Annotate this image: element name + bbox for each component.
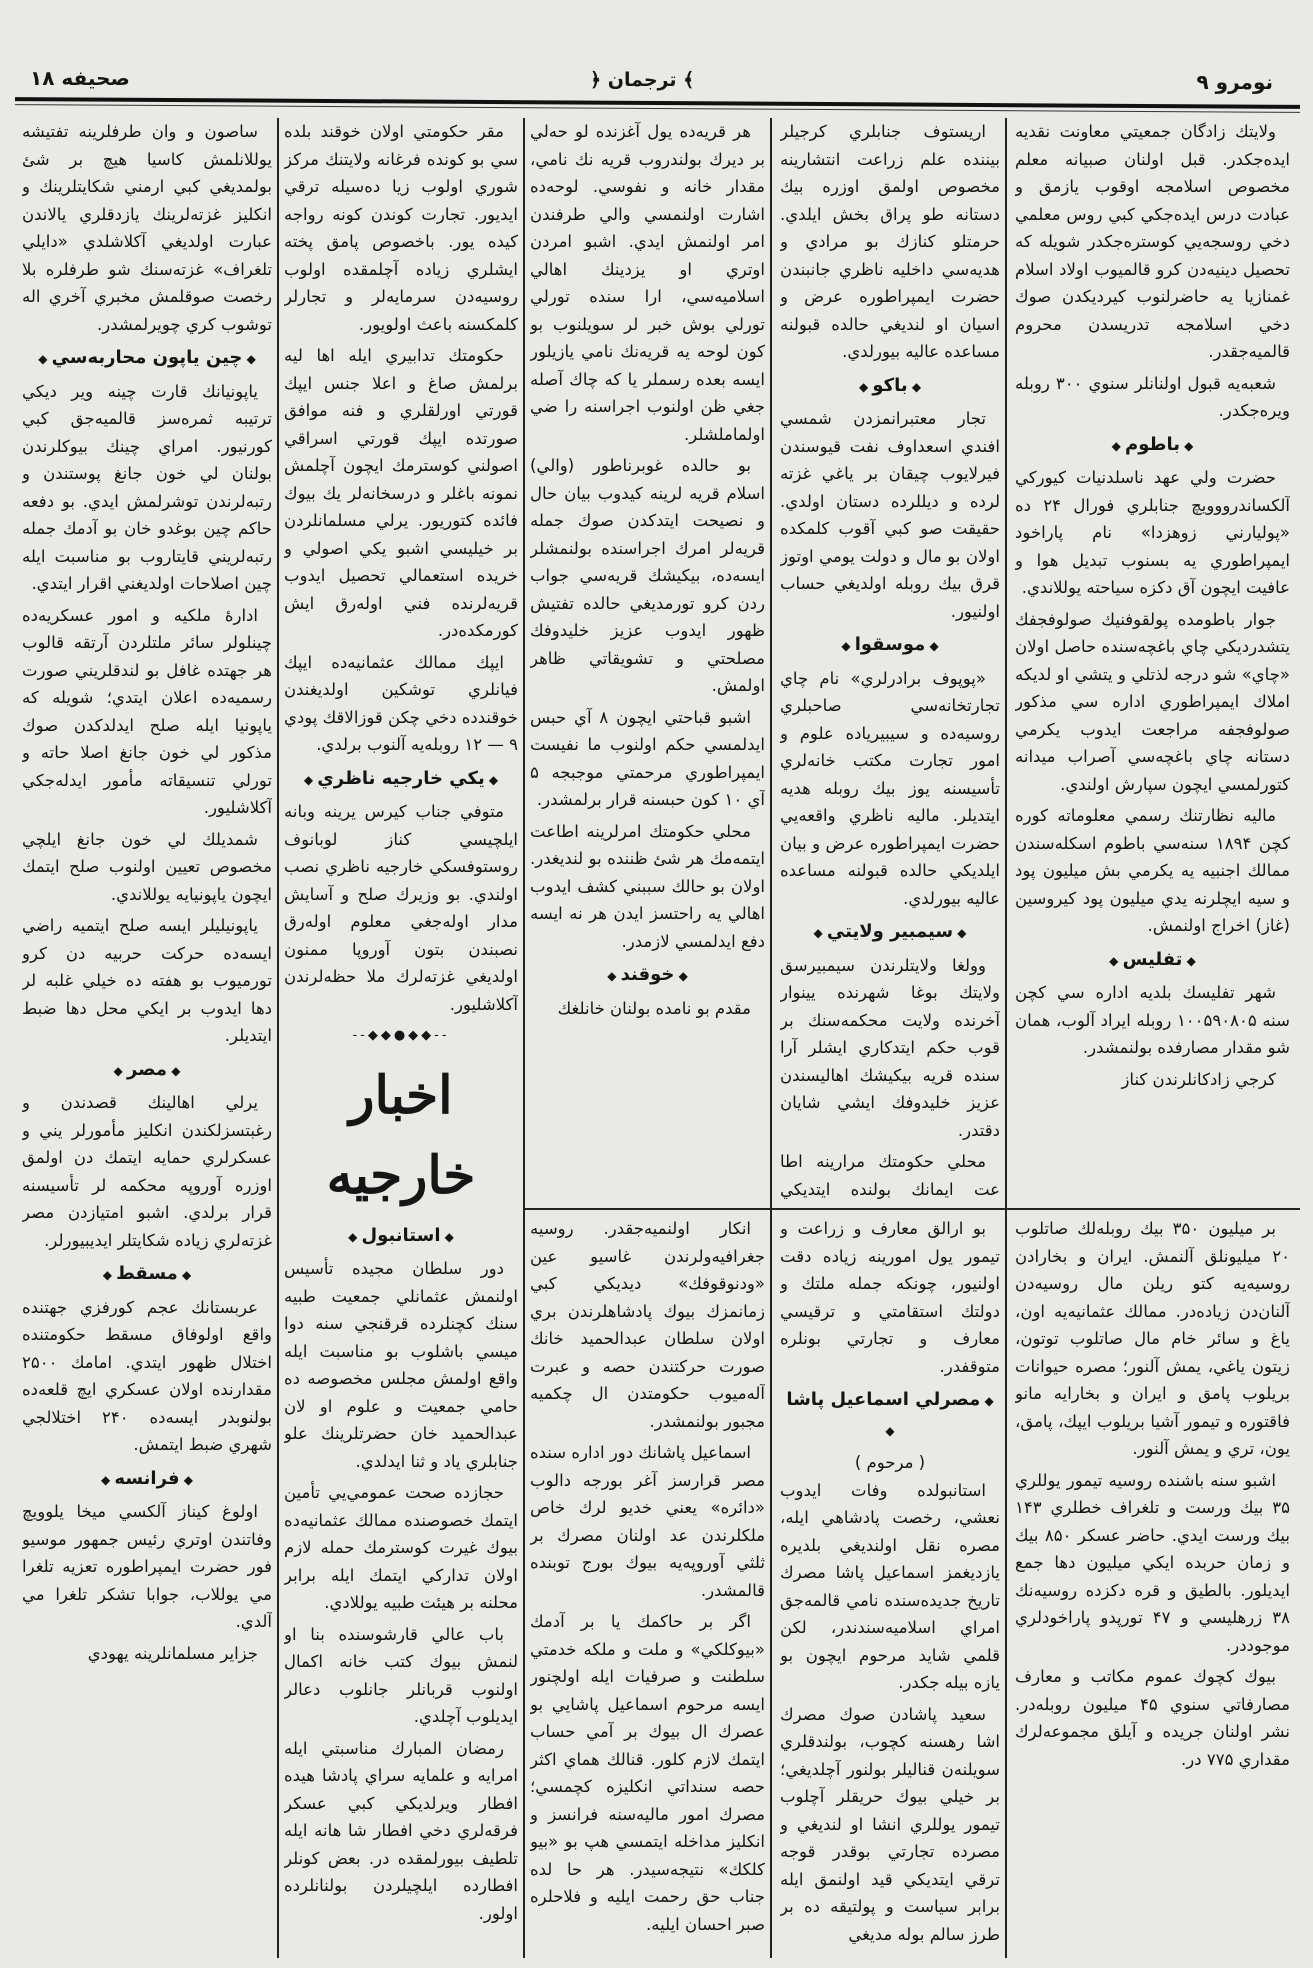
paragraph: حكومتك تدابيري ايله اها ليه برلمش صاغ و اعلا جنس ايپك قورتي اورلقلري و فنه موافق صورتده ايپك قورتي اسراقي اصولني كوسترمك ايچون آچلمش نمونه باغلر و درسخانه‌لر يك بيوك فائده كتوريور. يرلي مسلمانلردن بر خيليسي اشبو يكي اصولي و خريده استعمالي تحصيل ايدوب قريه‌لرنده فني اوله‌رق ايش كورمكده‌در. — [284, 346, 518, 640]
paragraph: اسماعيل پاشانك دور اداره سنده مصر قرارسز آغر بورجه دالوب «دائره» يعني خديو لرك خاص ملكلرندن عد اولنان مصرك بر ثلثي آوروپه‌يه بيوك بورج توبنده قالمشدر. — [530, 1443, 765, 1600]
paragraph: حجازده صحت عمومي‌يي تأمين ايتمك خصوصنده ممالك عثمانيه‌ده بيوك غيرت كوسترمك حمله لازم اولان تداركي ايتمك ايله برابر محلنه بر هيئت طبيه يوللادي. — [284, 1483, 518, 1612]
paragraph: «پوپوف برادرلري» نام چاي تجارتخانه‌سي صاحبلري روسيه‌ده و سيبيرياده علوم و امور تجارت مكتب خانه‌لري تأسيسنه يوز بيك روبله هديه ايتديلر. ماليه ناظري واقعه‌يي حضرت ايمپراطوره عرض و بيان ايلديكي حالده قبولنه مساعده عاليه بيورلدي. — [780, 668, 1000, 908]
section-heading: ◆ باطوم ◆ — [1015, 431, 1290, 461]
paragraph: ايپك ممالك عثمانيه‌ده ايپك فيانلري توشكين اولديغندن خوقندده دخي چكن قوزالاقك پودي ۹ — ۱۲ روبله‌يه آلنوب برلدي. — [284, 652, 518, 754]
ornament-divider: --◆◆●◆◆-- — [352, 1028, 450, 1043]
paragraph: جزاير مسلمانلرينه يهودي — [87, 1643, 258, 1663]
paragraph: متوفي جناب كيرس يرينه وبانه ايلچيسي كناز لوبانوف روستوفسكي خارجيه ناظري نصب اولندي. بو وزيرك صلح و آسايش مدار اوله‌جغي معلوم اوله‌رق نصبندن بتون آوروپا ممنون اولديغي غزته‌لرك ملا حظه‌لرندن آكلاشليور. — [284, 802, 518, 1014]
paragraph: اشبو قباحتي ايچون ۸ آي حبس ايدلمسي حكم اولنوب ما نفيست ايمپراطوري مرحمتي موجبجه ۵ آي ۱۰ كون حبسنه قرار برلمشدر. — [530, 707, 765, 809]
section-heading: ◆ سيمبير ولايتي ◆ — [780, 918, 1000, 948]
section-heading: ◆ باكو ◆ — [780, 372, 1000, 402]
paragraph: ماليه نظارتنك رسمي معلوماته كوره كچن ۱۸۹۴ سنه‌سي باطوم اسكله‌سندن ممالك اجنبيه يه يكرمي بش ميليون پود و سيه ايچلرنه يدي ميليون پود كيروسين (غاز) اخراج اولنمش. — [1015, 806, 1290, 935]
paragraph: رمضان المبارك مناسبتي ايله امرايه و علمايه سراي پادشا هيده افطار ويرلديكي كبي عسكر فرقه‌لري دخي افطار شا هانه ايله تلطيف بيورلمقده در. بعض كونلر افطارده ايلچيلردن بولنانلرده اولور. — [284, 1738, 518, 1923]
column-divider — [523, 118, 525, 1958]
paragraph: اولوغ كيناز آلكسي ميخا يلوويچ وفاتندن اوتري رئيس جمهور موسيو فور حضرت ايمپراطوره تعزيه تلغرا مي يوللاب، جوابا تشكر تلغرا مي آلدي. — [22, 1502, 272, 1631]
page-number: صحيفه ۱۸ — [30, 66, 130, 90]
paragraph: بو ارالق معارف و زراعت و تيمور يول امورينه زياده دقت اولنيور، چونكه جمله ملتك و دولتك استقامتي و ترقيسي معارف و تجارتي بونلره متوقفدر. — [780, 1219, 1000, 1376]
paragraph: باب عالي قارشوسنده بنا او لنمش بيوك كتب خانه اكمال اولنوب قربانلر جانلوب دعالر ايديلوب آچلدي. — [284, 1624, 518, 1726]
paragraph: عربستانك عجم كورفزي جهتنده واقع اولوفاق مسقط حكومتنده اختلال ظهور ايتدي. امامك ۲۵۰۰ مقدارنده اولان عسكري ايچ قلعه‌ده بولنوبدر ايسه‌ده ۲۴۰ اختلالجي شهري ضبط ايتمش. — [22, 1297, 272, 1454]
paragraph: مقدم بو نامده بولنان خانلغك — [557, 998, 751, 1018]
paragraph: انكار اولنميه‌جقدر. روسيه جغرافيه‌ولرندن غاسيو عين «ودنوقوفك» ديديكي كبي زمانمزك بيوك پادشاهلرندن بري اولان سلطان عبدالحميد خانك صورت حركتندن حصه و عبرت آله‌ميوب حكومتدن ال چكميه مجبور بولنمشدر. — [530, 1219, 765, 1431]
column-divider — [770, 118, 772, 1958]
section-heading: ◆ تفليس ◆ — [1015, 946, 1290, 976]
paragraph: جوار باطومده پولقوفنيك صولوفجفك يتشدرديكي چاي باغچه‌سنده حاصل اولان «چاي» شو درجه لذتلي و يتشي او لديكه املاك ايمپراطوري اداره سي مذكور صولوفجفه مراجعت ايدوب يكرمي دستانه چاي باغچه‌سي آصراب ميدانه كتورلمسي ايچون سپارش اولندي. — [1015, 609, 1290, 794]
column-divider — [1005, 118, 1007, 1958]
column-3 — [530, 118, 765, 1203]
bottom-column-2 — [780, 1215, 1000, 1960]
column-1 — [1015, 118, 1290, 1203]
paragraph: دور سلطان مجيده تأسيس اولنمش عثمانلي جمعيت طبيه سنك كچنلرده قرقنجي سنه دوا ميسي باشلوب بو مناسبت ايله واقع اولمش مجلس مخصوصه ده حامي جمعيت و علوم او لان عبدالحميد خان حضرتلرينك علو جنابلري ياد و ثنا ايدلدي. — [284, 1259, 518, 1471]
paragraph: شهر تفليسك بلديه اداره سي كچن سنه ۱۰۰۵۹۰۸۰۵ روبله ايراد آلوب، همان شو مقدار مصارفده بولنمشدر. — [1015, 983, 1290, 1057]
section-divider — [525, 1208, 1300, 1210]
section-heading: ◆ چين ياپون محاربه‌سي ◆ — [22, 344, 272, 374]
paragraph: ياپونيليلر ايسه صلح ايتميه راضي ايسه‌ده حركت حربيه دن كرو تورميوب بو هفته ده خيلي غلبه لر دها ايدوب بر ايكي محل دها ضبط ايتديلر. — [22, 916, 272, 1045]
paragraph: تجار معتبرانمزدن شمسي افندي اسعداوف نفت قيوسندن فيرلايوب چيقان بر ياغي غزته لرده و ديللرده دستان اولدي. حقيقت صو كبي آقوب كلمكده اولان بو مال و دولت يومي اوتوز قرق بيك روبله اولديغي حساب اولنيور. — [780, 409, 1000, 621]
paragraph: ساصون و وان طرفلرينه تفتيشه يوللانلمش كاسيا هيچ بر شئ بولمديغي كبي ارمني شكايتلرينك و انكليز غزته‌لرينك يازدقلري يالاندن عبارت اولديغي آكلاشلدي «دايلي تلغراف» غزته‌سنك شو طرفلره بلا رخصت صوقلمش مخبري آخري اله توشوب كري چويرلمشدر. — [22, 122, 272, 334]
column-divider — [277, 118, 279, 1958]
column-5 — [22, 118, 272, 1958]
paragraph: اشبو سنه باشنده روسيه تيمور يوللري ۳۵ بيك ورست و تلغراف خطلري ۱۴۳ بيك ورست ايدي. حاضر عسكر ۸۵۰ بيك و زمان حربده ايكي ميليون دها جمع ايديلور. بالطيق و قره دكزده روسيه‌نك ۳۸ زرهليسي و ۴۷ تورپدو پاراخودلري موجوددر. — [1015, 1470, 1290, 1655]
section-subheading: ( مرحوم ) — [854, 1453, 926, 1472]
paragraph: بر ميليون ۳۵۰ بيك روبله‌لك صاتلوب ۲۰ ميليونلق آلنمش. ايران و بخارادن روسيه‌يه كتو ريلن مال روسيه‌دن آلنان‌دن زياده‌در. ممالك عثمانيه‌يه اون، ياغ و سائر خام مال صاتلوب توتون، زيتون ياغي، يمش آلنور؛ مصره حيوانات بريلوب پامق و ايران و بخارايه مانو فاقتوره و تيمور آشيا بريلوب ايپك، پامق، يون، تري و يمش آلنور. — [1015, 1219, 1290, 1458]
paragraph: شعبه‌يه قبول اولنانلر سنوي ۳۰۰ روبله ويره‌جكدر. — [1015, 373, 1290, 420]
paragraph: بو حالده غوبرناطور (والي) اسلام قريه لرينه كيدوب بيان حال و نصيحت ايتدكدن صوك جمله قريه‌لر امرك اجراسنده بولنمشلر ايسه‌ده، بيكيشك قريه‌سي جواب ردن كرو تورمديغي حالده تفتيش ظهور ايدوب عزيز خليدوفك مصلحتي و تشويقاتي ظاهر اولمش. — [530, 456, 765, 695]
page-header — [0, 60, 1313, 98]
paragraph: ادارهٔ ملكيه و امور عسكريه‌ده چينلولر سائر ملتلردن آرتقه قالوب هر جهتده غافل بو لندقلريني صورت رسميه‌ده اعلان ايتدي؛ شويله كه ياپونيا ايله صلح ايدلدكدن صوك مذكور لي خون جانغ اصلا حاته و تورلي تنسيقاته مأمور ايدله‌جكي آكلاشليور. — [22, 605, 272, 817]
section-heading: ◆ يكي خارجيه ناظري ◆ — [284, 765, 518, 795]
paragraph: محلي حكومتك مرارينه اطا عت ايمانك بولنده ايتديكي — [780, 1152, 1000, 1199]
section-heading: ◆ خوقند ◆ — [530, 961, 765, 991]
foreign-news-heading: اخبار خارجيه — [326, 1064, 476, 1206]
section-heading: ◆ موسقوا ◆ — [780, 631, 1000, 661]
paragraph: بيوك كچوك عموم مكاتب و معارف مصارفاتي سنوي ۴۵ ميليون روبله‌در. نشر اولنان جريده و آيلق مجموعه‌لرك مقداري ۷۷۵ در. — [1015, 1667, 1290, 1769]
paragraph: وولغا ولايتلرندن سيمبيرسق ولايتك بوغا شهرنده يينوار آخرنده ولايت محكمه‌سنك بر قوب حكم ايتدكاري ايشلر آرا سنده قريه بيكيشك اهاليسندن عزيز خليدوفك ايشي شايان دقتدر. — [780, 955, 1000, 1140]
paragraph: مقر حكومتي اولان خوقند بلده سي بو كونده فرغانه ولايتنك مركز شوري اولوب زيا ده‌سيله ترقي ايديور. تجارت كوندن كونه رواجه كيده يور. باخصوص پامق پخته ايشلري زياده آچلمقده اولوب روسيه‌دن سرمايه‌لر و تجارلر كلمكسنه باعث اولويور. — [284, 122, 518, 334]
column-2 — [780, 118, 1000, 1203]
bottom-column-3 — [530, 1215, 765, 1960]
paragraph: سعيد پاشادن صوك مصرك اشا رهسنه كچوب، بولندقلري سويلنه‌ن قناليلر بولنور آچلديغي؛ بر خيلي بيوك حريقلر آچلوب تيمور يوللري انشا او لنديغي و مصرده تجارتي بوقدر قوجه ترقي ايتديكي قيد اولنمق ايله برابر سياست و پولتيقه ده بر طرز سالم بوله مديغي — [780, 1704, 1000, 1944]
paragraph: حضرت ولي عهد ناسلدنيات كيوركي آلكساندرووويچ جنابلري فورال ۲۴ ده «پوليارني زوهزدا» نام پاراخود ايمپراطوري يه بسنوب تبديل هوا و عافيت ايچون آق دكزه سياحته يوللاندي. — [1015, 468, 1290, 597]
paragraph: هر قريه‌ده يول آغزنده لو حه‌لي بر ديرك بولندروب قريه نك نامي، مقدار خانه و نفوسي. لوحه‌ده اشارت اولنمسي والي طرفندن امر اولنمش ايدي. اشبو امردن اوتري او يزدينك اهالي اسلاميه‌سي، ارا سنده تورلي تورلي بوش خبر لر سويلنوب بو كون لوحه يه قريه‌نك نامي يازيلور ايسه بعده رسملر يا كه چاك آصله جغي ظن اولنوب اجراسنه را ضي اولماملشلر. — [530, 122, 765, 444]
paragraph: ولايتك زادگان جمعيتي معاونت نقديه ايده‌جكدر. قبل اولنان صبيانه معلم مخصوص اسلامجه اوقوب يازمق و عبادت درس ايده‌جكي كبي روس معلمي دخي روسجه‌يي كوستره‌جكدر شويله كه تحصيل دينيه‌دن كرو قالميوب اولاد اسلام غمنازيا يه حاضرلنوب كيرديكدن صوك دخي اسلامجه تدريسدن محروم قالميه‌جقدر. — [1015, 122, 1290, 361]
paragraph: كرجي زادكانلرندن كناز — [1121, 1069, 1276, 1089]
section-heading: ◆ مصر ◆ — [22, 1056, 272, 1086]
paragraph: ياپونيانك قارت چينه وير ديكي ترتيبه ثمره‌سز قالميه‌جق كبي كورنيور. امراي چينك بيوكلرندن بولنان لي خون جانغ پوستندن و رتبه‌لرندن توشرلمش ايدي. بو دفعه حاكم چين بوغدو خان بو آدمك جمله رتبه‌لريني قايتاروب بو مناسبت ايله چين اصلاحات اولديغني اقرار ايتدي. — [22, 381, 272, 593]
section-heading: ◆ استانبول ◆ — [284, 1222, 518, 1252]
paragraph: محلي حكومتك امرلرينه اطاعت ايتمه‌مك هر شئ ظننده بو لنديغدر. اولان بو حالك سببني كشف ايدوب اهالي يه راحتسز ايدن هر نه ايسه دفع ايدلمسي لازمدر. — [530, 821, 765, 951]
paragraph: استانبولده وفات ايدوب نعشي، رخصت پادشاهي ايله، مصره نقل اولنديغي بلديره يازديغمز اسماعيل پاشا مصرك تاريخ جديده‌سنده نامي قالمه‌جق امراي اسلاميه‌سندندر، لكن قلمي شايد مرحوم ايچون بو يازه بيله جكدر. — [780, 1480, 1000, 1692]
section-heading: ◆ مسقط ◆ — [22, 1260, 272, 1290]
newspaper-title: ﴾ ترجمان ﴿ — [590, 69, 695, 91]
paragraph: اريستوف جنابلري كرجيلر بيننده علم زراعت انتشارينه مخصوص اولمق اوزره بيك دستانه طو پراق بخش ايلدي. حرمتلو كنازك بو مرادي و هديه‌سي داخليه ناظري جانبندن حضرت ايمپراطوره عرض و اسيان او لنديغي حالده قبولنه مساعده عاليه بيورلدي. — [780, 122, 1000, 361]
bottom-column-1 — [1015, 1215, 1290, 1960]
paragraph: اگر بر حاكمك يا بر آدمك «بيوكلكي» و ملت و ملكه خدمتي سلطنت و صرفيات ايله اولچنور ايسه مرحوم اسماعيل پاشايي بو عصرك ال بيوك بر آمي حساب ايتمك لازم كلور. قنالك هماي اكثر حصه سنداتي انكليزه كچمسي؛ مصرك امور ماليه‌سنه فرانسز و انكليز مداخله ايتمسي هپ بو «بيو كلكك» نتيجه‌سيدر. هر حا لده جناب حق رحمت ايليه و فلاحلره صبر احسان ايليه. — [530, 1612, 765, 1934]
paragraph: يرلي اهالينك قصدندن و رغبتسزلكندن انكليز مأمورلر يني و عسكرلري حمايه ايتمك دن اولمق اوزره آوروپه محكمه لر تأسيسنه قرار برلدي. اشبو امتيازدن مصر غزته‌لري زياده شكايتلر ايديبيورلر. — [22, 1093, 272, 1250]
section-heading: ◆ مصرلي اسماعيل پاشا ◆ — [780, 1386, 1000, 1445]
column-4 — [284, 118, 518, 1958]
issue-number: نومرو ۹ — [1196, 70, 1273, 94]
paragraph: شمديلك لي خون جانغ ايلچي مخصوص تعيين اولنوب صلح ايتمك ايچون ياپونيايه يوللاندي. — [22, 829, 272, 904]
section-heading: ◆ فرانسه ◆ — [22, 1465, 272, 1495]
